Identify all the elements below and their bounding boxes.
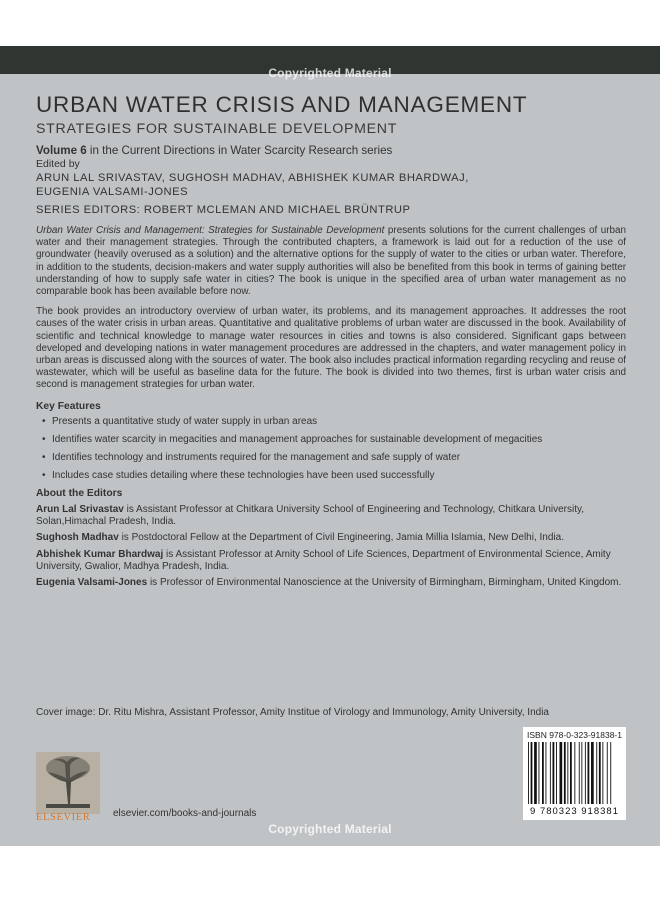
editor-name: Sughosh Madhav xyxy=(36,532,119,544)
volume-label: Volume 6 xyxy=(36,144,87,157)
book-subtitle: STRATEGIES FOR SUSTAINABLE DEVELOPMENT xyxy=(36,121,398,137)
description-paragraph-1 xyxy=(36,225,626,298)
feature-text: Includes case studies detailing where these technologies have been used successfully xyxy=(52,469,435,481)
watermark-bottom: Copyrighted Material xyxy=(268,822,392,836)
bullet-icon: • xyxy=(42,415,46,427)
feature-text: Identifies technology and instruments required for the management and safe supply of water xyxy=(52,451,461,463)
barcode-icon xyxy=(527,742,622,804)
bullet-icon: • xyxy=(42,433,46,445)
editor-bio xyxy=(36,577,626,589)
editors-line-2: EUGENIA VALSAMI-JONES xyxy=(36,186,189,198)
series-name: in the Current Directions in Water Scarcity Research series xyxy=(86,144,393,157)
feature-text: Presents a quantitative study of water supply in urban areas xyxy=(52,415,318,427)
editor-name: Arun Lal Srivastav xyxy=(36,503,124,515)
list-item xyxy=(42,452,626,464)
elsevier-tree-logo-icon xyxy=(36,752,100,814)
editors-line-1: ARUN LAL SRIVASTAV, SUGHOSH MADHAV, ABHISHEK KUMAR BHARDWAJ, xyxy=(36,172,469,184)
isbn-label: ISBN 978-0-323-91838-1 xyxy=(527,730,622,740)
editor-bio xyxy=(36,504,626,529)
editor-bio xyxy=(36,532,626,544)
editor-bio xyxy=(36,549,626,574)
editor-description: is Assistant Professor at Amity School of Life Sciences, Department of Environmental Science, Amity University, Gwalior, Madhya Pradesh, India. xyxy=(36,548,611,572)
series-editors: SERIES EDITORS: ROBERT MCLEMAN AND MICHAEL BRÜNTRUP xyxy=(36,204,411,216)
feature-text: Identifies water scarcity in megacities and management approaches for sustainable development of megacities xyxy=(52,433,543,445)
list-item xyxy=(42,470,626,482)
cover-image-credit: Cover image: Dr. Ritu Mishra, Assistant Professor, Amity Institue of Virology and Immunology, Amity University, India xyxy=(36,707,549,718)
editor-name: Abhishek Kumar Bhardwaj xyxy=(36,548,164,560)
list-item xyxy=(42,416,626,428)
book-title: URBAN WATER CRISIS AND MANAGEMENT xyxy=(36,92,528,117)
key-features-heading: Key Features xyxy=(36,400,101,412)
publisher-website[interactable]: elsevier.com/books-and-journals xyxy=(113,808,257,819)
publisher-name: ELSEVIER xyxy=(36,812,91,823)
bullet-icon: • xyxy=(42,451,46,463)
editor-description: is Professor of Environmental Nanoscience at the University of Birmingham, Birmingham, United Kingdom. xyxy=(147,577,622,589)
isbn-digits: 9 780323 918381 xyxy=(530,806,619,817)
editor-name: Eugenia Valsami-Jones xyxy=(36,577,148,589)
description-paragraph-2: The book provides an introductory overview of urban water, its problems, and its management approaches. It addresses the root causes of the water crisis in urban areas. Quantitative and qualitative problems of urban water are discussed in the book. Availability of scientific and technical knowledge to manage water resources in cities and towns is also considered. Significant gaps between developed and developing nations in water management procedures are addressed in the chapters, and water management policy in urban areas is discussed along with the sources of water. The book also includes practical information regarding recycling and reuse of wastewater, which will be useful as baseline data for the future. The book is divided into two themes, first is urban water crisis and second is management strategies for urban water. xyxy=(36,306,626,391)
cover-content xyxy=(36,92,626,589)
list-item xyxy=(42,434,626,446)
description-1-text: presents solutions for the current challenges of urban water and their management strategies. Through the contributed chapters, a framework is laid out for a reduction of the use of groundwater (heavily overused as a solution) and the alternative options for the supply of water to the cities or urban water. Therefore, in addition to the students, decision-makers and water supply authorities will also be benefited from this book in terms of gaining better understanding of how to supply safe water in cities? The book is unique in the specified area of urban water management as no comparable book has been available before now. xyxy=(36,225,626,298)
isbn-barcode xyxy=(523,727,626,820)
series-line xyxy=(36,143,626,158)
edited-by: Edited by xyxy=(36,158,80,170)
watermark-top: Copyrighted Material xyxy=(268,66,392,80)
key-features-list xyxy=(36,416,626,482)
about-editors-heading: About the Editors xyxy=(36,487,123,499)
bullet-icon: • xyxy=(42,469,46,481)
editor-description: is Postdoctoral Fellow at the Department of Civil Engineering, Jamia Millia Islamia, New Delhi, India. xyxy=(118,532,564,544)
editor-description: is Assistant Professor at Chitkara University School of Engineering and Technology, Chitkara University, Solan,Himachal Pradesh, India. xyxy=(36,503,585,527)
book-title-italic: Urban Water Crisis and Management: Strategies for Sustainable Development xyxy=(36,225,385,236)
